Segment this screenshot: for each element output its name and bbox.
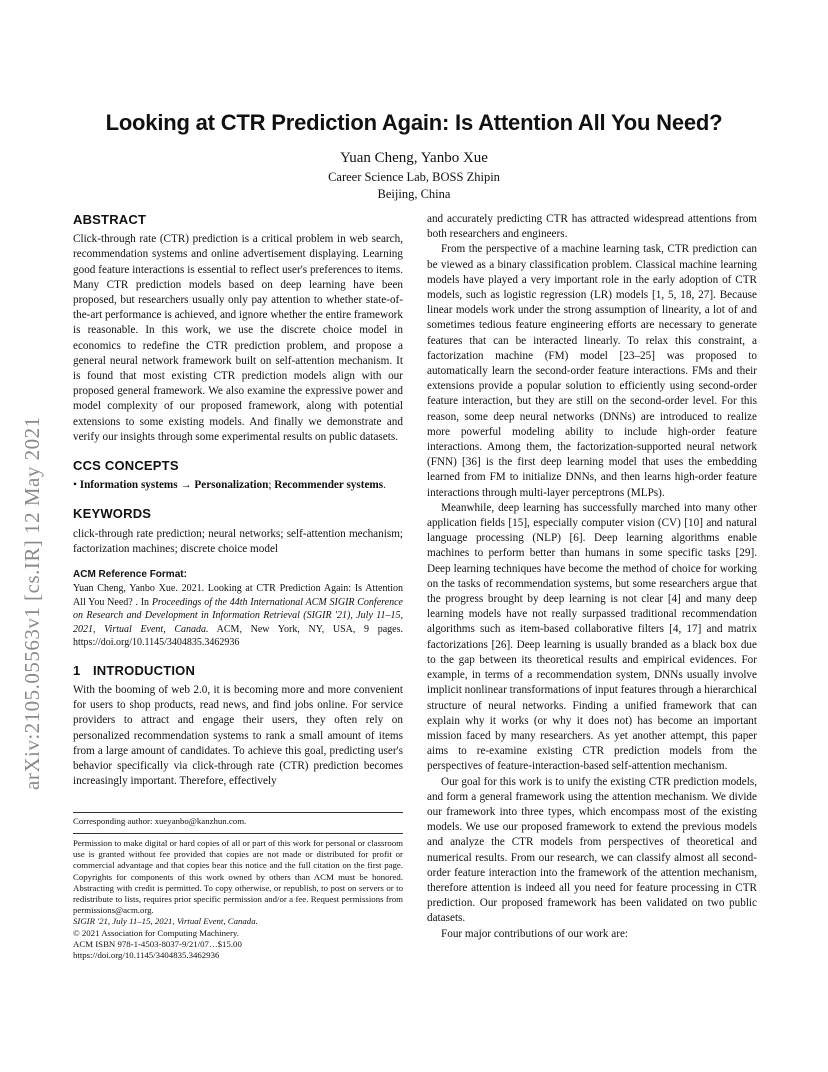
acm-reference-venue: Proceedings of the 44th International ACM SIGIR Conference on Research and Development in Information Retrieval (SIGIR '21), July 11–15, 2021, Virtual Event, Canada. (73, 596, 403, 635)
intro-paragraph-contributions: Four major contributions of our work are: (441, 927, 629, 940)
copyright-line: © 2021 Association for Computing Machinery. (73, 927, 239, 938)
ccs-concepts (73, 478, 403, 493)
acm-reference-post: ACM, New York, NY, USA, 9 pages. https://doi.org/10.1145/3404835.3462936 (73, 623, 403, 649)
author-location: Beijing, China (377, 187, 451, 201)
conference-line: SIGIR '21, July 11–15, 2021, Virtual Event, Canada. (73, 916, 258, 927)
permission-notice: Permission to make digital or hard copies of all or part of this work for personal or classroom use is granted without fee provided that copies are not made or distributed for profit or commercial advantage and that copies bear this notice and the full citation on the first page. Copyrights for components of this work owned by others than ACM must be honored. Abstracting with credit is permitted. To copy otherwise, or republish, to post on servers or to redistribute to lists, requires prior specific permission and/or a fee. Request permissions from permissions@acm.org. (73, 838, 403, 916)
keywords-heading: KEYWORDS (73, 506, 152, 522)
abstract-heading: ABSTRACT (73, 212, 147, 227)
intro-paragraph-deep-learning: Meanwhile, deep learning has successfully marched into many other application fields [15], especially computer vision (CV) [10] and natural language processing (NLP) [6]. Deep learning algorithms enable machines to perform better than humans in some specific tasks [29]. Deep learning techniques have become the method of choice for working on the tasks of recommendation systems, but some researchers argue that the progress brought by deep learning is not clear [4] and many deep learning models have not really surpassed traditional recommendation algorithms such as item-based collaborative filters [4, 17] and matrix factorizations [26]. Deep learning is usually branded as a black box due to the gap between its theoretical results and empirical evidences. For example, in terms of a recommendation system, DNNs usually involve implicit nonlinear transformations of input features through a hierarchical structure of neural networks. Finding a unified framework that can explain why it works (or why it does not) has become an important mission faced by many researchers. As yet another attempt, this paper aims to re-examine existing CTR prediction models from the perspectives of feature-interaction-based self-attention mechanism. (427, 501, 757, 773)
ccs-arrow: → (180, 479, 192, 492)
intro-paragraph: With the booming of web 2.0, it is becoming more and more convenient for users to shop products, read news, and find jobs online. For service providers to attract and engage their users, they often rely on personalized recommendation systems to rank a small amount of items from a large amount of candidates. To achieve this goal, predicting user's behavior specifically via click-through rate (CTR) prediction becomes increasingly important. Therefore, effectively (73, 683, 403, 788)
permission-block (73, 838, 403, 961)
paper-title: Looking at CTR Prediction Again: Is Attention All You Need? (105, 110, 723, 135)
permission-rule (73, 833, 403, 834)
intro-paragraph-goal: Our goal for this work is to unify the existing CTR prediction models, and form a general framework using the attention mechanism. We divide our framework into three types, which encompass most of the existing models. We use our proposed framework to extend the previous models and analyze the CTR models from perspectives of theoretical and numerical results. From our research, we can classify almost all second-order feature interaction into the framework of the attention mechanism, therefore attention is indeed all you need for feature processing in CTR prediction. Our proposed framework has been validated on two public datasets. (427, 775, 757, 925)
intro-paragraph-ml-task: From the perspective of a machine learning task, CTR prediction can be viewed as a binary classification problem. Classical machine learning models have played a very important role in the early adoption of CTR models, such as logistic regression (LR) models [1, 5, 18, 27]. Because linear models work under the strong assumption of linearity, a lot of and sometimes tedious feature engineering efforts are necessary to generate features that can be interacted linearly. To relax this constraint, a factorization machine (FM) model [23–25] was proposed to automatically learn the second-order feature interactions. FMs and their extensions provide a popular solution to efficiently using second-order feature interaction, but they are still on the second-order level. For this reason, some deep neural networks (DNNs) are introduced to realize more powerful modeling ability to include high-order feature interactions. Among them, the factorization-supported neural network (FNN) [36] is the first deep learning model that uses the embedding learned from FM to initialize DNNs, and then learns high-order feature interactions through multi-layer perceptrons (MLPs). (427, 243, 757, 499)
footnote-rule (73, 812, 403, 813)
acm-reference-heading: ACM Reference Format: (73, 569, 187, 581)
abstract-text: Click-through rate (CTR) prediction is a critical problem in web search, recommendation systems and online advertisement displaying. Learning good feature interactions is essential to reflect user's preferences to items. Many CTR prediction models based on deep learning have been proposed, but researchers usually only pay attention to whether state-of-the-art performance is achieved, and ignore whether the entire framework is reasonable. In this work, we use the discrete choice model in economics to redefine the CTR prediction problem, and propose a general neural network framework built on self-attention mechanism. It is found that most existing CTR prediction models align with our proposed general framework. We also examine the expressive power and model complexity of our proposed framework, along with potential extensions to some existing models. And finally we demonstrate and verify our insights through some experimental results on public datasets. (73, 233, 403, 443)
acm-reference-pre: Yuan Cheng, Yanbo Xue. 2021. Looking at CTR Prediction Again: Is Attention All You Need? . In (73, 583, 403, 608)
keywords-text: click-through rate prediction; neural networks; self-attention mechanism; factorization machines; discrete choice model (73, 527, 403, 555)
ccs-end: . (383, 479, 386, 492)
intro-continuation: and accurately predicting CTR has attracted widespread attentions from both researchers and engineers. (427, 213, 757, 241)
ccs-item-information-systems: Information systems (79, 479, 178, 492)
left-column (73, 212, 403, 789)
paper-authors: Yuan Cheng, Yanbo Xue (340, 150, 488, 166)
author-affiliation: Career Science Lab, BOSS Zhipin (328, 170, 500, 184)
arxiv-stamp: arXiv:2105.05563v1 [cs.IR] 12 May 2021 (20, 416, 44, 790)
intro-section-title: INTRODUCTION (93, 662, 196, 678)
acm-reference-text (73, 582, 403, 650)
isbn-line: ACM ISBN 978-1-4503-8037-9/21/07…$15.00 (73, 938, 242, 949)
corresponding-author: Corresponding author: xueyanbo@kanzhun.com. (73, 816, 247, 826)
ccs-heading: CCS CONCEPTS (73, 458, 179, 474)
ccs-item-recommender-systems: Recommender systems (274, 479, 384, 492)
doi-link[interactable]: https://doi.org/10.1145/3404835.3462936 (73, 950, 220, 961)
ccs-item-personalization: Personalization (194, 479, 269, 492)
ccs-separator: ; (268, 479, 272, 492)
ccs-bullet: • (73, 479, 77, 492)
intro-heading (73, 663, 403, 678)
intro-section-number: 1 (73, 662, 81, 678)
right-column (427, 212, 757, 942)
